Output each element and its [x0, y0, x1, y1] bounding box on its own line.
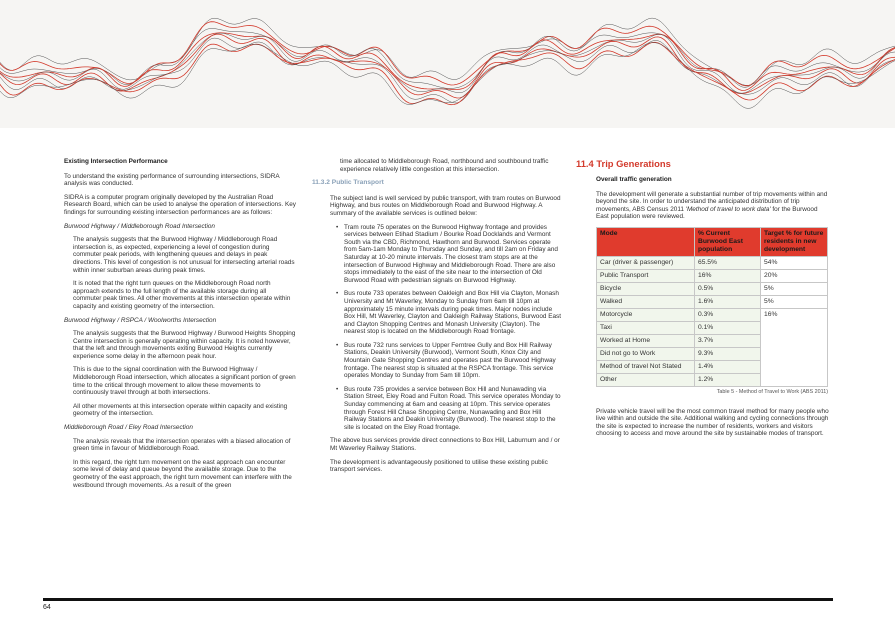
transport-intro: The subject land is well serviced by public transport, with tram routes on Burwood Highway, and bus routes on Middleborough Road and Burwood Highway. A summary of the available services is outlined below: [330, 194, 561, 217]
cell-current: 0.1% [695, 321, 761, 334]
table-row [597, 308, 828, 321]
header-target: Target % for future residents in new development [761, 227, 828, 256]
intersection-2-title: Burwood Highway / RSPCA / Woolworths Intersection [64, 316, 217, 324]
page-number: 64 [43, 604, 51, 611]
table-row [597, 295, 828, 308]
contour-line [0, 38, 895, 103]
cell-mode: Did not go to Work [597, 347, 695, 360]
list-item: • Bus route 732 runs services to Upper Ferntree Gully and Box Hill Railway Stations, Deakin University (Burwood), Vermont South, Knox City and Mountain Gate Shopping Centres and operates past the Burwood Highway frontage. The nearest stop is situated at the RSPCA frontage. This service operates Monday to Sunday from 5am till 10pm. [344, 342, 562, 380]
cell-target: 5% [761, 295, 828, 308]
contour-line [0, 33, 895, 91]
cell-mode: Motorcycle [597, 308, 695, 321]
contour-line [0, 22, 895, 86]
cell-mode: Taxi [597, 321, 695, 334]
cell-current: 1.2% [695, 373, 761, 386]
contour-banner [0, 0, 895, 128]
right-column [576, 158, 831, 444]
intersection-1-paragraph-1: The analysis suggests that the Burwood Highway / Middleborough Road intersection is, as expected, experiencing a level of congestion during commuter peak periods, with lengthening queues and delays in peak directions. This level of congestion is not unusual for intersecting arterial roads within inner suburban areas during peak times. [73, 236, 295, 274]
header-mode: Mode [597, 227, 695, 256]
contour-line [0, 42, 895, 104]
cell-current: 3.7% [695, 334, 761, 347]
trip-intro-italic: 'Method of travel to work data' [685, 205, 771, 213]
cell-current: 1.4% [695, 360, 761, 373]
intersection-3-paragraph-1: The analysis reveals that the intersection operates with a biased allocation of green time in favour of Middleborough Road. [73, 437, 291, 453]
mode-table-wrap [576, 227, 831, 397]
intersection-1-paragraph-2: It is noted that the right turn queues on the Middleborough Road north approach extends to the full length of the available storage during all commuter peak times. All other movements at this intersection operate within capacity and existing geometry of the intersection. [73, 280, 291, 310]
trip-intro-paragraph [576, 191, 831, 221]
intro-paragraph: To understand the existing performance of surrounding intersections, SIDRA analysis was conducted. [64, 172, 280, 188]
trip-intro-text-end: for the Burwood East population were reviewed. [596, 205, 818, 221]
cell-target: 5% [761, 282, 828, 295]
closing-paragraph: Private vehicle travel will be the most common travel method for many people who live within and outside the site. Additional walking and cycling connections through the site is expected to increase the number of residents, workers and visitors choosing to access and move around the site by sustainable modes of transport. [596, 407, 829, 438]
connections-paragraph: The above bus services provide direct connections to Box Hill, Laburnum and / or Mt Waverley Railway Stations. [330, 437, 560, 452]
cell-mode: Walked [597, 295, 695, 308]
section-heading: Existing Intersection Performance [64, 158, 168, 165]
middle-column [312, 158, 562, 480]
cell-mode: Public Transport [597, 269, 695, 282]
intersection-2-paragraph-1: The analysis suggests that the Burwood Highway / Burwood Heights Shopping Centre intersection is generally operating within capacity. It is noted however, that the left and through movements exiting Burwood Heights currently experience some delay in the afternoon peak hour. [73, 330, 296, 360]
cell-mode: Bicycle [597, 282, 695, 295]
left-column [64, 158, 296, 495]
sidra-paragraph: SIDRA is a computer program originally developed by the Australian Road Research Board, which can be used to analyse the operation of intersections. Key findings for surrounding existing intersection performances are as follows: [64, 193, 296, 216]
cell-target: 54% [761, 256, 828, 269]
cell-mode: Other [597, 373, 695, 386]
section-subtitle: Overall traffic generation [596, 176, 672, 183]
table-row [597, 282, 828, 295]
intersection-2-paragraph-2: This is due to the signal coordination with the Burwood Highway / Middleborough Road intersection, which allocates a significant portion of green time to the critical through movement to allow these movements to continuously travel through at both intersections. [73, 366, 296, 397]
cell-current: 9.3% [695, 347, 761, 360]
table-header-row [597, 227, 828, 256]
intersection-2-paragraph-3: All other movements at this intersection operate within capacity and existing geometry of the intersection. [73, 402, 288, 418]
cell-mode: Method of travel Not Stated [597, 360, 695, 373]
cell-mode: Worked at Home [597, 334, 695, 347]
header-current: % Current Burwood East population [695, 227, 761, 256]
contour-line-art [0, 0, 895, 128]
cell-mode: Car (driver & passenger) [597, 256, 695, 269]
intersection-1-title: Burwood Highway / Middleborough Road Intersection [64, 222, 215, 230]
cell-target: 20% [761, 269, 828, 282]
list-item: • Bus route 735 provides a service between Box Hill and Nunawading via Station Street, Eley Road and Fulton Road. This service operates Monday to Sunday commencing at 6am and ceasing at 10pm. This service operates through Forest Hill Chase Shopping Centre, Nunawading and Box Hill Railway Stations and Deakin University (Burwood). The nearest stop to the site is located on the Eley Road frontage. [344, 386, 562, 432]
continued-paragraph: time allocated to Middleborough Road, northbound and southbound traffic experience relatively little congestion at this intersection. [340, 158, 549, 173]
cell-current: 0.3% [695, 308, 761, 321]
table-caption: Table 5 - Method of Travel to Work (ABS 2011) [716, 388, 828, 395]
subsection-heading: 11.3.2 Public Transport [312, 179, 384, 187]
cell-current: 16% [695, 269, 761, 282]
table-row [597, 269, 828, 282]
list-item: • Tram route 75 operates on the Burwood Highway frontage and provides services between Etihad Stadium / Bourke Road Docklands and Vermont South via the CBD, Richmond, Hawthorn and Burwood. Services operate from 5am-1am Monday to Thursday and Sunday, and till 2am on Friday and Saturday at 10-20 minute intervals. The closest tram stops are at the intersection of Burwood Highway and Middleborough Road. There are also stops immediately to the east of the site near to the intersection of Old Burwood Road with pedestrian signals on Burwood Highway. [344, 224, 562, 285]
mode-table [596, 227, 828, 387]
positioning-paragraph: The development is advantageously positioned to utilise these existing public transport services. [330, 458, 548, 474]
list-item: • Bus route 733 operates between Oakleigh and Box Hill via Clayton, Monash University and Mt Waverley, Monday to Sunday from 6am till 10pm at approximately 15 minute intervals during peak times. Major nodes include Box Hill, Mt Waverley, Clayton and Oakleigh Railway Stations, Burwood East and Clayton Shopping Centres and Monash University (Clayton). The nearest stop is located on the Middleborough Road frontage. [344, 290, 562, 336]
cell-target-merged: 16% [761, 308, 828, 386]
table-row [597, 256, 828, 269]
intersection-3-title: Middleborough Road / Eley Road Intersection [64, 424, 193, 432]
intersection-3-paragraph-2: In this regard, the right turn movement on the east approach can encounter some level of delay and queue beyond the available storage. Due to the geometry of the east approach, the right turn movement can interfere with the westbound through movements. As a result of the green [73, 458, 292, 489]
footer-rule [43, 598, 833, 601]
cell-current: 1.6% [695, 295, 761, 308]
trip-intro-text: The development will generate a substantial number of trip movements within and beyond the site. In order to understand the anticipated distribution of trip movements, ABS Census 2011 [596, 190, 828, 213]
transport-list [312, 224, 562, 432]
section-title: 11.4 Trip Generations [576, 158, 671, 169]
cell-current: 65.5% [695, 256, 761, 269]
cell-current: 0.5% [695, 282, 761, 295]
